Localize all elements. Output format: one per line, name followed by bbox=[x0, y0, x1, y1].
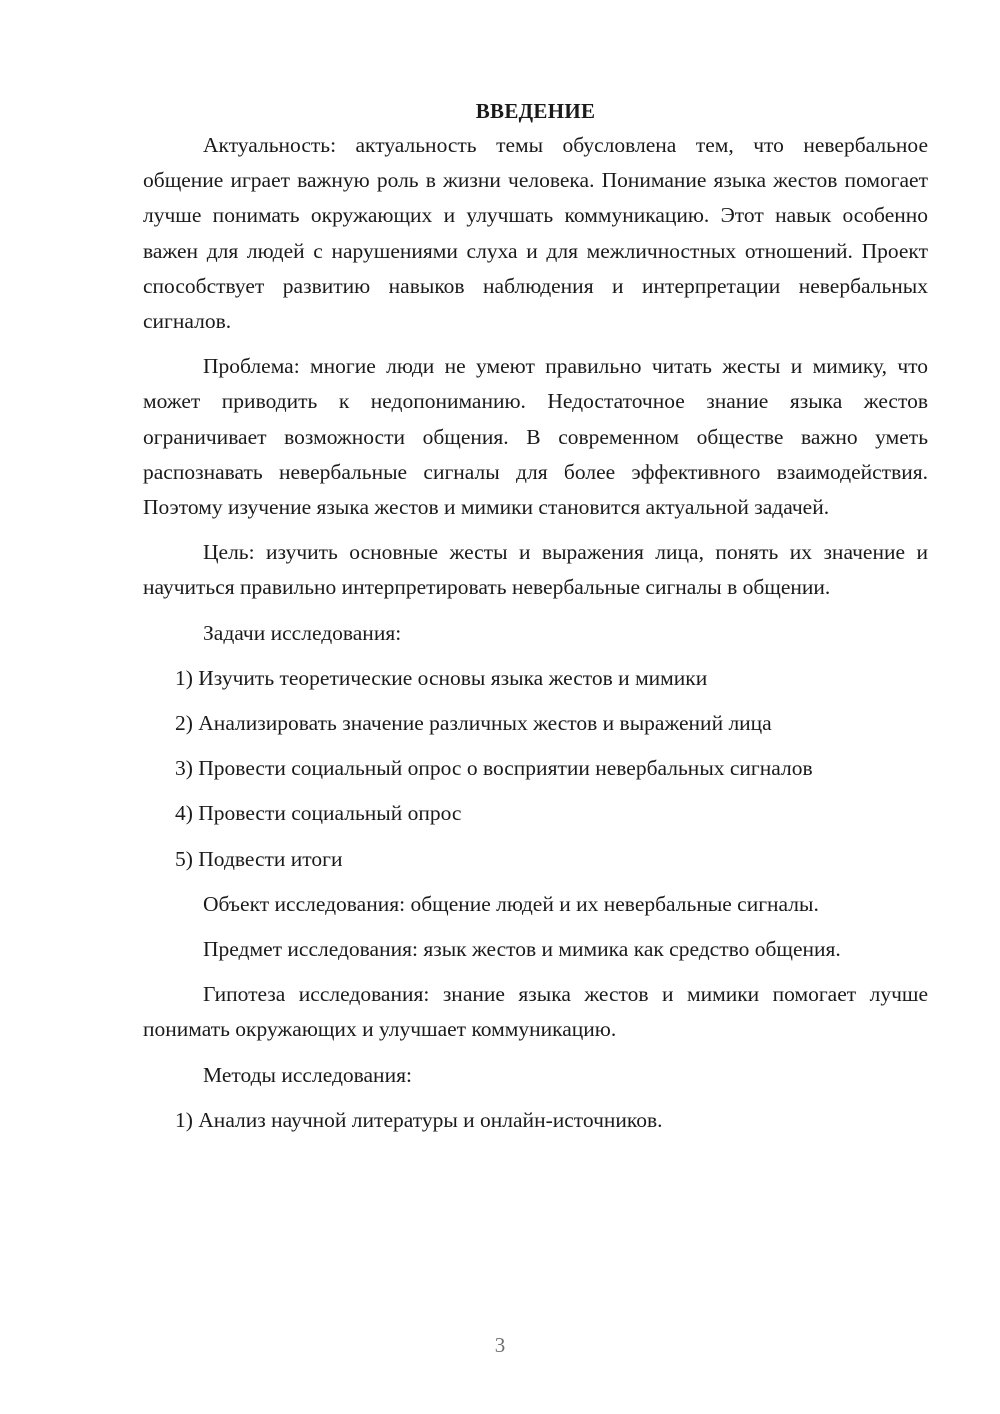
paragraph-hypothesis: Гипотеза исследования: знание языка жестов и мимики помогает лучше понимать окружающих и улучшает коммуникацию. bbox=[143, 982, 928, 1042]
document-page bbox=[143, 96, 928, 1148]
paragraph-goal: Цель: изучить основные жесты и выражения лица, понять их значение и научиться правильно интерпретировать невербальные сигналы в общении. bbox=[143, 540, 928, 600]
tasks-heading: Задачи исследования: bbox=[203, 620, 402, 645]
tasks-list bbox=[143, 661, 928, 877]
paragraph-problem: Проблема: многие люди не умеют правильно читать жесты и мимику, что может приводить к недопониманию. Недостаточное знание языка жестов ограничивает возможности общения. В современном обществе важно уметь распознавать невербальные сигналы для более эффективного взаимодействия. Поэтому изучение языка жестов и мимики становится актуальной задачей. bbox=[143, 354, 928, 520]
paragraph-relevance: Актуальность: актуальность темы обусловлена тем, что невербальное общение играет важную роль в жизни человека. Понимание языка жестов помогает лучше понимать окружающих и улучшать коммуникацию. Этот навык особенно важен для людей с нарушениями слуха и для межличностных отношений. Проект способствует развитию навыков наблюдения и интерпретации невербальных сигналов. bbox=[143, 133, 928, 334]
list-item: 1) Изучить теоретические основы языка жестов и мимики bbox=[175, 665, 708, 690]
paragraph-subject: Предмет исследования: язык жестов и мимика как средство общения. bbox=[203, 937, 841, 962]
methods-heading: Методы исследования: bbox=[203, 1062, 412, 1087]
list-item: 3) Провести социальный опрос о восприятии невербальных сигналов bbox=[175, 756, 813, 781]
list-item: 4) Провести социальный опрос bbox=[175, 801, 462, 826]
list-item: 2) Анализировать значение различных жестов и выражений лица bbox=[175, 711, 772, 736]
list-item: 5) Подвести итоги bbox=[175, 846, 343, 871]
methods-list bbox=[143, 1103, 928, 1138]
list-item: 1) Анализ научной литературы и онлайн-источников. bbox=[175, 1107, 663, 1132]
page-title: ВВЕДЕНИЕ bbox=[475, 99, 596, 123]
page-number: 3 bbox=[494, 1333, 506, 1357]
paragraph-object: Объект исследования: общение людей и их невербальные сигналы. bbox=[203, 891, 819, 916]
